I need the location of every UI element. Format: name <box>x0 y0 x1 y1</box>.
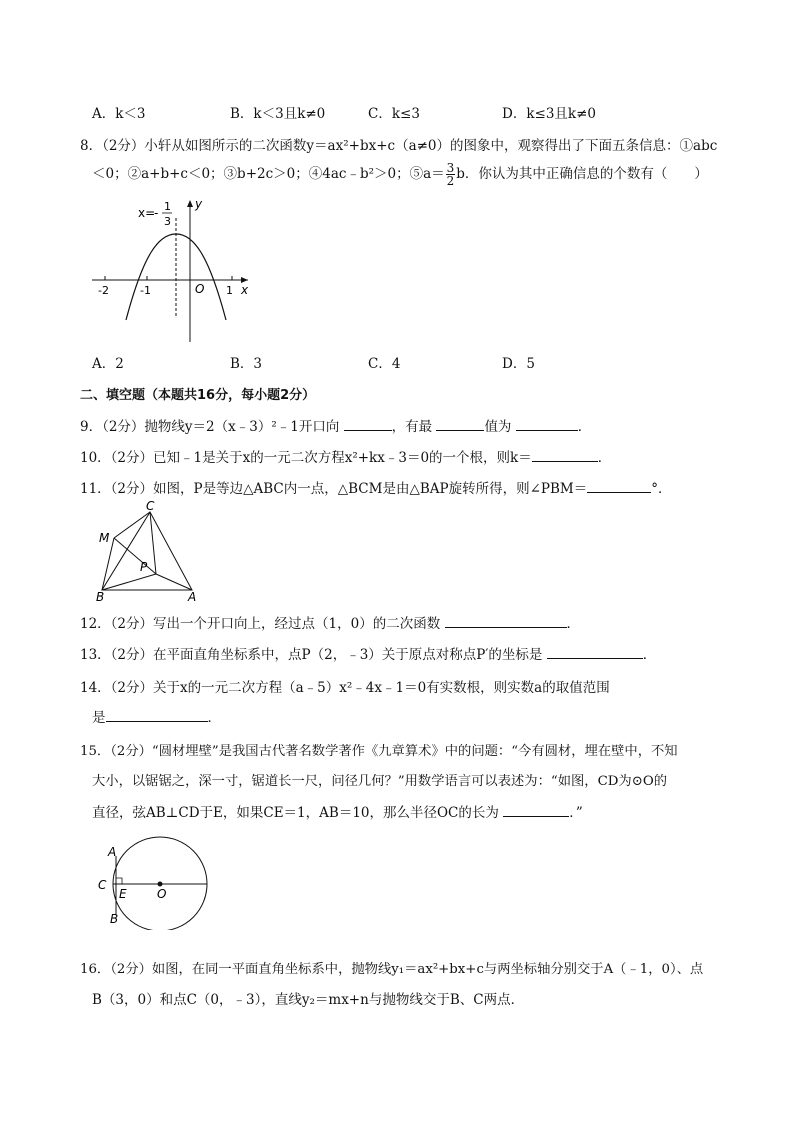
q15-label-a: A <box>108 845 117 859</box>
q8-line2-post: b．你认为其中正确信息的个数有（ ） <box>456 166 708 182</box>
q10-end: ． <box>597 450 612 466</box>
q8-frac-den: 2 <box>446 174 455 188</box>
q12-pre: 12．（2分）写出一个开口向上，经过点（1，0）的二次函数 <box>80 616 445 632</box>
q8-origin-label: O <box>195 282 205 296</box>
q13-end: ． <box>642 647 657 663</box>
q15-end: ．” <box>569 805 583 821</box>
q7-option-d: D．k≤3且k≠0 <box>502 106 596 122</box>
q13-blank[interactable] <box>547 644 643 659</box>
q11-label-b: B <box>96 590 105 602</box>
q13-pre: 13．（2分）在平面直角坐标系中，点P（2，﹣3）关于原点对称点P′的坐标是 <box>80 647 547 663</box>
q8-fraction <box>446 162 456 187</box>
q11-segment-mp <box>114 538 156 574</box>
section-2-heading: 二、填空题（本题共16分，每小题2分） <box>80 388 316 403</box>
q8-option-d: D．5 <box>502 356 535 372</box>
q9 <box>80 415 591 435</box>
q8-axis-eq-label: x= <box>138 206 156 220</box>
q11 <box>80 477 671 497</box>
q15-label-b: B <box>110 912 119 926</box>
q13 <box>80 643 656 663</box>
q11-segment-cm <box>114 512 150 538</box>
q8-option-b: B．3 <box>230 356 263 372</box>
q11-label-c: C <box>146 500 155 513</box>
q10-blank[interactable] <box>532 447 598 462</box>
q10 <box>80 446 611 466</box>
q9-mid2: 值为 <box>484 419 516 435</box>
q14-blank[interactable] <box>106 707 208 722</box>
q15-line3-pre: 直径，弦AB⊥CD于E，如果CE＝1，AB＝10，那么半径OC的长为 <box>92 805 504 821</box>
q15-circle-figure <box>94 834 218 930</box>
q8-parabola-curve <box>126 234 226 320</box>
q11-blank[interactable] <box>587 478 651 493</box>
q9-pre: 9．（2分）抛物线y＝2（x﹣3）²﹣1开口向 <box>80 419 344 435</box>
q8-y-label: y <box>195 197 203 211</box>
q9-blank-1[interactable] <box>344 416 392 431</box>
q15-center-dot <box>158 882 163 887</box>
q8-axis-eq-num: 1 <box>164 200 171 213</box>
q7-option-a: A．k＜3 <box>92 106 146 122</box>
q10-pre: 10．（2分）已知﹣1是关于x的一元二次方程x²+kx﹣3＝0的一个根，则k＝ <box>80 450 532 466</box>
q15-label-e: E <box>119 887 127 901</box>
q15-line1: 15．（2分）“圆材埋壁”是我国古代著名数学著作《九章算术》中的问题：“今有圆材，埋在壁中，不知 <box>80 744 678 759</box>
q15-line2: 大小，以锯锯之，深一寸，锯道长一尺，问径几何？”用数学语言可以表述为：“如图，CD为⊙O的 <box>92 774 668 789</box>
q11-segment-pa <box>156 574 192 590</box>
q11-triangle-abc <box>102 512 192 590</box>
q11-pre: 11．（2分）如图，P是等边△ABC内一点，△BCM是由△BAP旋转所得，则∠PBM＝ <box>80 481 588 497</box>
q8-option-a: A．2 <box>92 356 124 372</box>
q15-right-angle-mark <box>116 878 122 884</box>
q7-option-b: B．k＜3且k≠0 <box>230 106 326 122</box>
q8-tick-label-neg2: -2 <box>98 284 109 297</box>
q9-blank-2[interactable] <box>436 416 484 431</box>
q8-line1: 8．（2分）小轩从如图所示的二次函数y＝ax²+bx+c（a≠0）的图象中，观察得出了下面五条信息：①abc <box>80 138 718 154</box>
q8-axis-eq-den: 3 <box>164 215 171 228</box>
q9-end: ． <box>577 419 592 435</box>
q14-line2 <box>92 706 221 726</box>
q11-segment-mb <box>102 538 114 590</box>
q14-line1: 14．（2分）关于x的一元二次方程（a﹣5）x²﹣4x﹣1＝0有实数根，则实数a的取值范围 <box>80 680 610 696</box>
q11-label-p: P <box>140 560 148 574</box>
q9-blank-3[interactable] <box>516 416 578 431</box>
q12-end: ． <box>566 616 580 632</box>
q8-frac-num: 3 <box>446 161 455 175</box>
q8-axis-eq-minus: - <box>154 206 159 220</box>
q8-x-label: x <box>241 283 249 297</box>
q8-y-arrow-icon <box>187 200 193 207</box>
q15-label-o: O <box>157 887 167 901</box>
q16-line2: B（3，0）和点C（0，﹣3），直线y₂＝mx+n与抛物线交于B、C两点． <box>92 992 525 1008</box>
q8-option-c: C．4 <box>368 356 401 372</box>
q14-line2-pre: 是 <box>92 710 106 726</box>
q11-triangle-figure <box>92 500 204 602</box>
q11-label-a: A <box>188 590 197 602</box>
q8-tick-label-1: 1 <box>226 284 233 297</box>
q8-parabola-graph <box>88 196 258 346</box>
q11-end: °． <box>651 481 672 497</box>
q7-option-c: C．k≤3 <box>368 106 420 122</box>
q14-end: ． <box>207 710 221 726</box>
q15-label-c: C <box>98 878 107 892</box>
q8-line2-pre: ＜0；②a+b+c＜0；③b+2c＞0；④4ac﹣b²＞0；⑤a＝ <box>92 166 445 182</box>
q11-label-m: M <box>99 531 110 545</box>
q16-line1: 16．（2分）如图，在同一平面直角坐标系中，抛物线y₁＝ax²+bx+c与两坐标轴分别交于A（﹣1，0）、点 <box>80 962 704 977</box>
q12-blank[interactable] <box>445 613 567 628</box>
q8-line2 <box>92 162 708 187</box>
q9-mid1: ，有最 <box>391 419 437 435</box>
q15-line3 <box>92 801 583 821</box>
q8-tick-label-neg1: -1 <box>140 284 151 297</box>
q12 <box>80 612 580 632</box>
q15-blank[interactable] <box>503 802 569 817</box>
